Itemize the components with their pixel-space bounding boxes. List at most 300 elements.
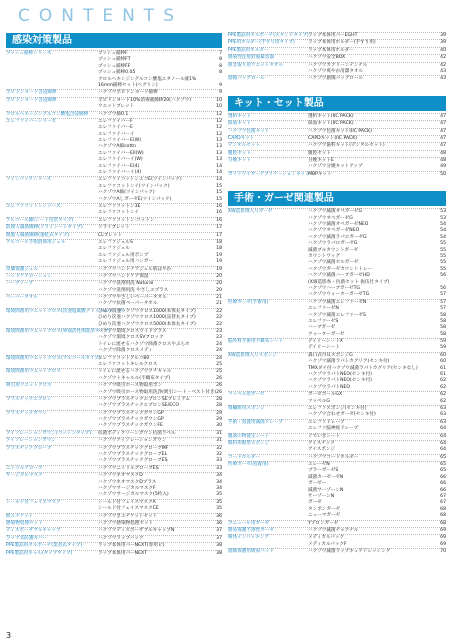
toc-list-infection xyxy=(6,50,222,557)
toc-list-ppe-cont xyxy=(228,32,446,83)
toc-item-name: エレファイバーE xyxy=(98,125,133,131)
toc-row[interactable] xyxy=(6,465,222,472)
toc-item-name: 採血キット(IIC PACK) xyxy=(308,121,354,127)
toc-item-name: ラップ本体用ホルダー xyxy=(308,47,354,53)
toc-item-name: ハクゾウラパトNEO(センキ付) xyxy=(308,372,372,378)
toc-item-name: 抗菌ボディクリーンガウン抗菌ラベル xyxy=(98,430,176,436)
toc-item-name: ハクゾウ環境クロスワイドプラス xyxy=(98,329,167,335)
toc-item-name: ハクゾウきエチケットセット xyxy=(98,513,158,519)
toc-page-number: 34 xyxy=(216,473,222,479)
toc-item-name: プッシュ捕棒F xyxy=(98,51,128,56)
toc-row[interactable] xyxy=(228,135,446,142)
toc-row[interactable] xyxy=(228,454,446,461)
toc-category: プラスチックエプロン xyxy=(6,396,52,402)
toc-row[interactable] xyxy=(228,440,446,447)
toc-item-name: MBPキット xyxy=(308,171,332,177)
toc-category: 環境除菌用ウエットクロス(界面活性剤洗浄タイプ) xyxy=(6,329,111,335)
toc-item-name: ハクゾウディスポーザブルキャップN xyxy=(98,528,175,534)
toc-item-name: CAPDキット(IIC PACK) xyxy=(308,135,358,141)
toc-page-number: 12 xyxy=(216,118,222,124)
section-title-gauze: 手術・ガーゼ関連製品 xyxy=(228,191,446,206)
toc-item-name: エレファーゼN xyxy=(308,306,339,312)
toc-item-name: ハクゾウ滅菌ラパトカグリア(センキ付) xyxy=(308,359,390,365)
toc-row[interactable] xyxy=(6,232,222,239)
toc-item-name: ハクゾウ滅菌ラパロガーゼG xyxy=(308,234,367,240)
toc-category: 創傷保護用吸収パッド xyxy=(228,549,274,555)
toc-page-number: 13 xyxy=(216,144,222,150)
toc-row[interactable] xyxy=(6,368,222,375)
toc-item-name: エレファーゼS xyxy=(308,318,339,324)
toc-page-number: 67 xyxy=(440,500,446,506)
toc-page-number: 28 xyxy=(216,403,222,409)
toc-page-number: 55 xyxy=(440,266,446,272)
toc-item-name: ハクゾウ滅菌セルガーゼ xyxy=(308,260,359,266)
toc-item-name: エレファコットン·コットン xyxy=(98,217,155,223)
toc-category: エレファイバーシリーズ xyxy=(6,118,57,124)
toc-page-number: 19 xyxy=(216,266,222,272)
toc-row[interactable] xyxy=(6,280,222,287)
toc-item-name: ハクゾウガーゼカウントトレー xyxy=(308,266,373,272)
toc-row[interactable] xyxy=(228,32,446,39)
toc-page-number: 26 xyxy=(216,375,222,381)
toc-page-number: 8 xyxy=(219,70,222,76)
toc-page-number: 16 xyxy=(216,210,222,216)
toc-item-name: エレファジェル xyxy=(98,246,130,252)
toc-page-number: 15 xyxy=(216,196,222,202)
toc-category: PPE製品用キャル(タイプタイプ) xyxy=(6,550,73,556)
toc-category: アイソレーションガウン(コットンタイプ) xyxy=(6,430,92,436)
toc-page-number: 56 xyxy=(440,273,446,279)
toc-page-number: 49 xyxy=(440,164,446,170)
toc-row[interactable] xyxy=(228,39,446,46)
toc-page-number: 55 xyxy=(440,260,446,266)
toc-page-number: 68 xyxy=(440,520,446,526)
toc-page-number: 47 xyxy=(440,128,446,134)
toc-item-name: エレファイバーE(W) xyxy=(98,138,142,144)
toc-item-name: エレファコットンイ xyxy=(98,210,139,216)
toc-row[interactable] xyxy=(6,355,222,362)
toc-item-name: 減菌カーゼーゼN xyxy=(308,474,344,480)
toc-page-number: 10 xyxy=(216,97,222,103)
toc-page-number: 66 xyxy=(440,481,446,487)
toc-row[interactable] xyxy=(6,550,222,557)
toc-row[interactable] xyxy=(228,150,446,157)
toc-item-name: ハクゾウやさしいペーパータオル xyxy=(98,295,167,301)
toc-row[interactable] xyxy=(228,208,446,215)
toc-page-number: 32 xyxy=(216,452,222,458)
right-column xyxy=(228,32,446,556)
toc-page-number: 22 xyxy=(216,308,222,314)
toc-row[interactable] xyxy=(6,273,222,280)
toc-page-number: 8 xyxy=(219,63,222,69)
toc-page-number: 66 xyxy=(440,474,446,480)
toc-page-number: 58 xyxy=(440,325,446,331)
toc-item-name: ひめり次亜ハクゾウクロス1000(本体丸タイプ) xyxy=(98,308,196,314)
toc-page-number: 59 xyxy=(440,345,446,351)
toc-item-name: トイレに流せるハクゾウクチキャル xyxy=(98,369,172,375)
toc-item-name: ハクゾウハーブガーゼTG xyxy=(308,285,360,291)
toc-row[interactable] xyxy=(228,548,446,555)
toc-page-number: 20 xyxy=(216,281,222,287)
toc-item-name: ニューマガーゼ xyxy=(308,513,341,519)
toc-item-name: トイレに流せるハクゾウ除菌クロスやぶらホ xyxy=(98,341,190,347)
toc-category: 感染性注射針廃棄容器 xyxy=(228,55,274,61)
toc-row[interactable] xyxy=(228,142,446,149)
toc-item-name: ハクゾウ滅菌エレファーゼS xyxy=(308,312,366,318)
toc-page-number: 62 xyxy=(440,392,446,398)
toc-category: ハーブソープ xyxy=(6,281,34,287)
toc-item-name: ハクゾウ滅菌チョアナル xyxy=(308,528,359,533)
toc-category: PPE製品用ホルダー xyxy=(228,47,269,53)
toc-page-number: 36 xyxy=(216,513,222,519)
toc-page-number: 38 xyxy=(216,550,222,556)
toc-page-number: 58 xyxy=(440,318,446,324)
toc-page-number: 15 xyxy=(216,183,222,189)
toc-page-number: 16 xyxy=(216,203,222,209)
toc-row[interactable] xyxy=(228,171,446,178)
toc-page-number: 21 xyxy=(216,295,222,301)
toc-category: PPE製品用セルポーチ(業者式タイプ) xyxy=(6,543,83,549)
toc-page-number: 64 xyxy=(440,426,446,432)
toc-category: 防腐人滅菌綿棒(ドライシートタイプ) xyxy=(6,225,83,231)
toc-page-number: 58 xyxy=(440,331,446,337)
toc-page-number: 61 xyxy=(440,365,446,371)
toc-item-name: ハクゾウネオマスクD xyxy=(98,473,143,479)
toc-item-name: ハクゾウ洗剤用洗 Natural xyxy=(98,281,154,287)
toc-page-number: 17 xyxy=(216,232,222,238)
toc-item-name: ハクゾウプラスチックガウンGP xyxy=(98,417,164,423)
toc-page-number: 24 xyxy=(216,355,222,361)
toc-page-number: 65 xyxy=(440,468,446,474)
toc-item-name: ハクゾウラパロガーゼG xyxy=(308,241,358,247)
toc-page-number: 19 xyxy=(216,252,222,258)
toc-item-name: ハクゾウポビドンヨード綿棒 xyxy=(98,90,158,96)
toc-category: プッシュ捕棒シリーズ xyxy=(6,51,52,56)
toc-page-number: 25 xyxy=(216,369,222,375)
toc-page-number: 33 xyxy=(216,458,222,464)
toc-page-number: 43 xyxy=(440,68,446,74)
toc-category: コードホルダー xyxy=(228,454,260,460)
toc-category: PPE用ホルダー(手すり用タイプ) xyxy=(228,40,295,46)
toc-item-name: ハクゾウオペガーゼNEO xyxy=(308,228,360,234)
toc-page-number: 64 xyxy=(440,447,446,453)
toc-item-name: ハクゾウA綿(ツインパック) xyxy=(98,190,155,196)
toc-page-number: 35 xyxy=(216,506,222,512)
toc-row[interactable] xyxy=(6,430,222,437)
toc-row[interactable] xyxy=(228,534,446,541)
toc-row[interactable] xyxy=(6,513,222,520)
toc-item-name: エレファイバーE(4) xyxy=(98,163,140,169)
toc-row[interactable] xyxy=(228,54,446,61)
toc-item-name: ハクゾウ包菌キット(IIC PACK) xyxy=(308,128,372,134)
toc-item-name: エレファイバーF xyxy=(98,118,133,124)
toc-page-number: 55 xyxy=(440,241,446,247)
toc-item-name: ハクゾウ安全BOX xyxy=(308,55,346,61)
toc-item-name: エレファイバーイ(W) xyxy=(98,157,143,163)
toc-category: 手術・処置用滅菌ドレープ xyxy=(228,419,283,425)
toc-item-name: ハクゾウネオマスクDプラス xyxy=(98,479,157,485)
toc-item-name: ハクゾウハンドケア保湿 xyxy=(98,273,149,279)
toc-row[interactable] xyxy=(6,445,222,452)
toc-row[interactable] xyxy=(228,113,446,120)
toc-row[interactable] xyxy=(6,527,222,534)
toc-category: サージカルマスク xyxy=(6,473,43,479)
toc-category: アイソレーションガウン xyxy=(6,438,56,444)
toc-row[interactable] xyxy=(228,299,446,306)
toc-category: 紙エチケット xyxy=(6,513,34,519)
toc-item-name: ハクゾウラパトNEO(センキ付) xyxy=(308,378,372,384)
toc-category: 検体インパッキング xyxy=(228,535,269,541)
toc-row[interactable] xyxy=(6,224,222,231)
toc-page-number: 14 xyxy=(216,163,222,169)
toc-item-name: ハクゾウAしガーゼE(ツインパック) xyxy=(98,196,172,202)
toc-item-name: エレファドレープ xyxy=(308,419,345,425)
toc-item-name: カウントワッグ xyxy=(308,253,340,259)
toc-item-name: ハクゾウトキャルル(不織布タイプ) xyxy=(98,375,171,381)
toc-item-name: ハクゾウ滅菌エレファーゼN xyxy=(308,299,367,305)
toc-category: 透析キット xyxy=(228,113,251,119)
toc-row[interactable] xyxy=(228,391,446,398)
toc-page-number: 68 xyxy=(440,506,446,512)
toc-item-name: ハクゾウハンドナアジェル肌はやか xyxy=(98,266,172,272)
toc-page-number: 34 xyxy=(216,479,222,485)
toc-page-number: 40 xyxy=(440,47,446,53)
toc-page-number: 55 xyxy=(440,253,446,259)
toc-item-name: TMXダイ付ハクゾウ滅菌ラパトカグリア(センキなし) xyxy=(308,365,418,371)
toc-category: 眼科用眼帯スポンジ xyxy=(228,440,270,446)
toc-page-number: 29 xyxy=(216,410,222,416)
toc-item-name: ハクゾウ滅菌オペガーゼG xyxy=(308,209,363,215)
toc-row[interactable] xyxy=(6,437,222,444)
toc-item-name: Yプロンガーゼ xyxy=(308,520,339,526)
toc-item-name: ハクゾウプラスチックグローブEL xyxy=(98,452,168,458)
toc-row[interactable] xyxy=(228,75,446,82)
toc-page-number: 66 xyxy=(440,487,446,493)
toc-page-number: 20 xyxy=(216,273,222,279)
toc-row[interactable] xyxy=(6,382,222,389)
toc-page-number: 48 xyxy=(440,158,446,164)
toc-category: 腹部の物置定シート xyxy=(228,433,270,439)
toc-page-number: 30 xyxy=(216,423,222,429)
toc-category: X線造影剤入りスポンジ xyxy=(228,352,277,358)
toc-item-name: ハクゾウラパトNEO xyxy=(308,384,351,390)
toc-page-number: 61 xyxy=(440,372,446,378)
toc-item-name: ハクゾウコードホルダー xyxy=(308,454,359,460)
toc-item-name: ハクゾウ合わせガーゼ(センキ付) xyxy=(308,412,376,418)
toc-page-number: 32 xyxy=(216,445,222,451)
toc-category: ハンドケアローション xyxy=(6,273,52,279)
toc-item-name: ハクゾウオペガーゼG xyxy=(308,215,353,221)
toc-item-name: エレファスポンジ(センキ付) xyxy=(308,405,367,411)
toc-item-name: ハクゾウ爽やか清潔タオル xyxy=(308,68,364,74)
toc-item-name: ひめり次亜ハクゾウクロス5000(本体丸タイプ) xyxy=(98,321,196,327)
toc-page-number: 43 xyxy=(440,76,446,82)
toc-page-number: 65 xyxy=(440,462,446,468)
toc-item-name: エレファ脳神経ドレープ xyxy=(308,426,359,432)
toc-page-number: 13 xyxy=(216,138,222,144)
toc-category: 腎臓組用スポンジ xyxy=(228,405,265,411)
toc-page-number: 69 xyxy=(440,528,446,533)
toc-page-number: 67 xyxy=(440,494,446,500)
toc-row[interactable] xyxy=(6,266,222,273)
toc-page-number: 39 xyxy=(440,33,446,38)
toc-category: ポビドンヨード含浸綿棒 xyxy=(6,90,57,96)
toc-category: ツッペル用ガーゼ xyxy=(228,392,265,398)
toc-item-name: デイリーシート xyxy=(308,345,340,351)
toc-item-name: ハクゾウカクリーンテンナル xyxy=(308,62,368,68)
toc-item-name: ツッペルG xyxy=(308,398,330,404)
toc-page-number: 17 xyxy=(216,225,222,231)
toc-item-name: サーゾーンN xyxy=(308,494,335,500)
toc-category: 脱脂人滅菌綿棒(速乾式タイプ) xyxy=(6,232,70,238)
toc-item-name: ハクゾウ除菌クロスメディ xyxy=(98,348,153,354)
toc-category: 医療ガーゼ(処置用) xyxy=(228,462,269,468)
toc-item-name: タンポンガーゼ xyxy=(308,506,341,512)
toc-category: 環境除菌用ウエットクロス(次亜塩素酸ナトリウムタイプ) xyxy=(6,308,124,314)
left-column xyxy=(6,32,222,557)
toc-page-number: 35 xyxy=(216,492,222,498)
toc-item-name: エレファコットアルコ80 xyxy=(98,355,150,361)
toc-category: ツインパックシリーズ xyxy=(6,177,52,183)
toc-page-number: 68 xyxy=(440,513,446,519)
toc-category: クロルヘキシジングルコン酸塩含浸綿棒 xyxy=(6,111,89,117)
toc-page-number: 9 xyxy=(219,82,222,88)
toc-row[interactable] xyxy=(6,410,222,417)
toc-category: 創傷パッグロール xyxy=(228,76,265,82)
toc-row[interactable] xyxy=(228,62,446,69)
toc-page-number: 18 xyxy=(216,246,222,252)
toc-item-name: ハクゾウサージカルマスク(5枚入) xyxy=(98,492,169,498)
toc-category: ラップ式防護カバー xyxy=(6,535,48,541)
toc-page-number: 47 xyxy=(440,143,446,149)
toc-category: 抜き取り用ウエットタオル xyxy=(228,62,284,68)
toc-page-number: 57 xyxy=(440,292,446,298)
toc-item-name: エレーゼN xyxy=(308,462,330,468)
toc-page-number: 13 xyxy=(216,150,222,156)
toc-item-name: エレファイバーEII(W) xyxy=(98,150,144,156)
toc-row[interactable] xyxy=(6,176,222,183)
toc-page-number: 63 xyxy=(440,419,446,425)
toc-item-name: プッシュ捕棒FF xyxy=(98,63,131,69)
toc-page-number: 33 xyxy=(216,465,222,471)
toc-item-name: ドライブレット xyxy=(98,225,130,231)
toc-row[interactable] xyxy=(228,520,446,527)
toc-row[interactable] xyxy=(228,527,446,534)
toc-row[interactable] xyxy=(228,47,446,54)
toc-item-name: プッシュ捕棒0.05 xyxy=(98,70,136,76)
toc-page-number: 56 xyxy=(440,285,446,291)
toc-row[interactable] xyxy=(6,89,222,96)
page-number: 3 xyxy=(6,631,12,640)
toc-page-number: 20 xyxy=(216,287,222,293)
toc-item-name: ハクゾウプラスチックガウンFE xyxy=(98,423,163,429)
toc-item-name: ハクゾウ吸引ホース物取用ポン xyxy=(98,383,163,389)
toc-page-number: 57 xyxy=(440,306,446,312)
toc-item-name: ハクゾウ滅菌オペガーゼNEO xyxy=(308,222,369,228)
toc-item-name: ハクゾウ分娩キットアップ xyxy=(308,164,363,170)
toc-list-kit xyxy=(228,113,446,179)
toc-row[interactable] xyxy=(6,535,222,542)
toc-category: ディスポーザブルキャップ xyxy=(6,528,61,534)
toc-item-name: ハクゾウプラスチックエプロンSEプレミアム xyxy=(98,396,191,402)
toc-item-name: ぐでいきシート xyxy=(308,433,341,439)
toc-page-number: 28 xyxy=(216,396,222,402)
toc-item-name: 森口式丹貝スポンジG xyxy=(308,352,353,358)
toc-category: 環境除菌用ウエットクロス xyxy=(6,369,61,375)
toc-row[interactable] xyxy=(228,433,446,440)
toc-page-number: 26 xyxy=(216,383,222,389)
toc-item-name: ハーブガーゼ xyxy=(308,325,336,331)
toc-item-name: エレファイバーイ(4) xyxy=(98,170,142,176)
toc-item-name: ラップ本体用ホルダー(手すり用) xyxy=(308,40,376,46)
toc-item-name: 16mm捕棒セット(ヘグリン) xyxy=(98,82,158,88)
toc-item-name: ラップ本体用パーEGHT xyxy=(308,33,358,38)
toc-item-name: ハクゾウラップバック xyxy=(98,535,144,541)
toc-row[interactable] xyxy=(228,120,446,127)
toc-page-number: 65 xyxy=(440,454,446,460)
toc-item-name: ハクゾウアイソレーションガウン xyxy=(98,438,167,444)
toc-category: 腹腔セット xyxy=(228,150,251,156)
toc-page-number: 31 xyxy=(216,430,222,436)
toc-item-name: クォーターガーゼ xyxy=(308,331,345,337)
toc-row[interactable] xyxy=(6,520,222,527)
toc-item-name: ガーゼ xyxy=(308,500,322,506)
toc-page-number: 23 xyxy=(216,329,222,335)
toc-page-number: 7 xyxy=(219,51,222,56)
toc-page-number: 14 xyxy=(216,177,222,183)
toc-page-number: 12 xyxy=(216,131,222,137)
toc-item-name: ハクゾウ環境クロスSVブロック xyxy=(98,335,164,341)
toc-page-number: 62 xyxy=(440,378,446,384)
toc-page-number: 60 xyxy=(440,352,446,358)
toc-row[interactable] xyxy=(6,111,222,118)
toc-page-number: 47 xyxy=(440,113,446,119)
toc-page-number: 54 xyxy=(440,222,446,228)
section-title-kit: キット・セット製品 xyxy=(228,96,446,111)
toc-item-name: エレファコットン3E xyxy=(98,203,141,209)
toc-page-number: 58 xyxy=(440,312,446,318)
toc-page-number: 25 xyxy=(216,361,222,367)
toc-page-number: 35 xyxy=(216,499,222,505)
toc-page-number: 18 xyxy=(216,239,222,245)
toc-page-number: 15 xyxy=(216,190,222,196)
toc-category: 環境除菌用ウエットクロス(アルコールタイプ) xyxy=(6,355,101,361)
toc-page-number: 37 xyxy=(216,535,222,541)
toc-item-name: (X線造影糸・抗菌セット 抜伍仕タイプ) xyxy=(308,279,390,285)
toc-page-number: 29 xyxy=(216,417,222,423)
toc-page-number: 14 xyxy=(216,170,222,176)
toc-page-number: 42 xyxy=(440,62,446,68)
toc-category: 吸引用ウエットクロス xyxy=(6,383,52,389)
toc-item-name: エレファジェル用ハンガー xyxy=(98,259,153,265)
toc-page-number: 50 xyxy=(440,171,446,177)
toc-page-number: 55 xyxy=(440,247,446,253)
section-title-infection: 感染対策製品 xyxy=(6,33,222,48)
toc-page-number: 69 xyxy=(440,535,446,541)
toc-category: PPE製品用セルポーチ(スタンドタイプ) xyxy=(228,33,309,38)
toc-category: アルコール手指消毒用ジェル xyxy=(6,239,66,245)
toc-row[interactable] xyxy=(6,542,222,549)
toc-row[interactable] xyxy=(6,217,222,224)
toc-page-number: 34 xyxy=(216,486,222,491)
toc-page-number: 54 xyxy=(440,228,446,234)
toc-category: ペーパータオル xyxy=(6,295,38,301)
toc-row[interactable] xyxy=(6,472,222,479)
toc-row[interactable] xyxy=(228,128,446,135)
toc-item-name: エレファジェルS xyxy=(98,239,133,245)
toc-page-number: 59 xyxy=(440,339,446,345)
toc-page-number: 62 xyxy=(440,384,446,390)
